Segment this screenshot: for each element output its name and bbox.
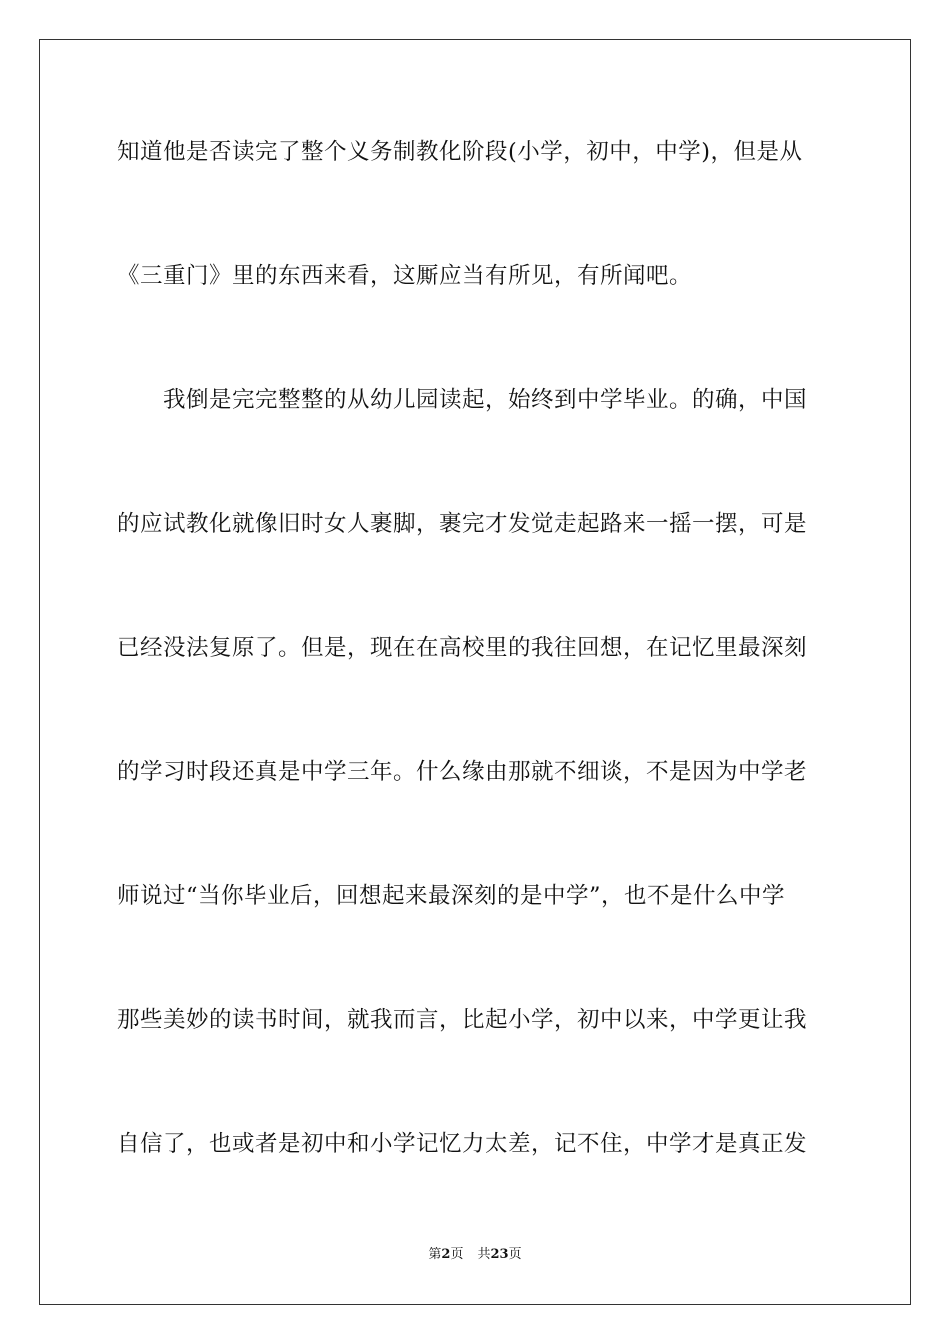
total-pages: 23 bbox=[490, 1247, 509, 1262]
body-line-9: 自信了，也或者是初中和小学记忆力太差，记不住，中学才是真正发 bbox=[117, 1131, 808, 1157]
page-number: 2 bbox=[441, 1247, 451, 1262]
body-line-2: 《三重门》里的东西来看，这厮应当有所见，有所闻吧。 bbox=[117, 263, 693, 289]
body-line-4: 的应试教化就像旧时女人裹脚，裹完才发觉走起路来一摇一摆，可是 bbox=[117, 511, 808, 537]
total-prefix: 共 bbox=[477, 1247, 491, 1262]
page-footer bbox=[0, 1246, 950, 1264]
body-line-3: 我倒是完完整整的从幼儿园读起，始终到中学毕业。的确，中国 bbox=[163, 387, 808, 413]
page-prefix: 第 bbox=[428, 1247, 442, 1262]
body-line-8: 那些美妙的读书时间，就我而言，比起小学，初中以来，中学更让我 bbox=[117, 1007, 808, 1033]
page-border bbox=[39, 39, 911, 1305]
body-line-5: 已经没法复原了。但是，现在在高校里的我往回想，在记忆里最深刻 bbox=[117, 635, 808, 661]
body-line-6: 的学习时段还真是中学三年。什么缘由那就不细谈，不是因为中学老 bbox=[117, 759, 808, 785]
body-line-7: 师说过“当你毕业后，回想起来最深刻的是中学”，也不是什么中学 bbox=[117, 883, 786, 909]
body-line-1: 知道他是否读完了整个义务制教化阶段(小学，初中，中学)，但是从 bbox=[117, 139, 803, 165]
total-suffix: 页 bbox=[508, 1247, 522, 1262]
page-suffix: 页 bbox=[450, 1247, 464, 1262]
